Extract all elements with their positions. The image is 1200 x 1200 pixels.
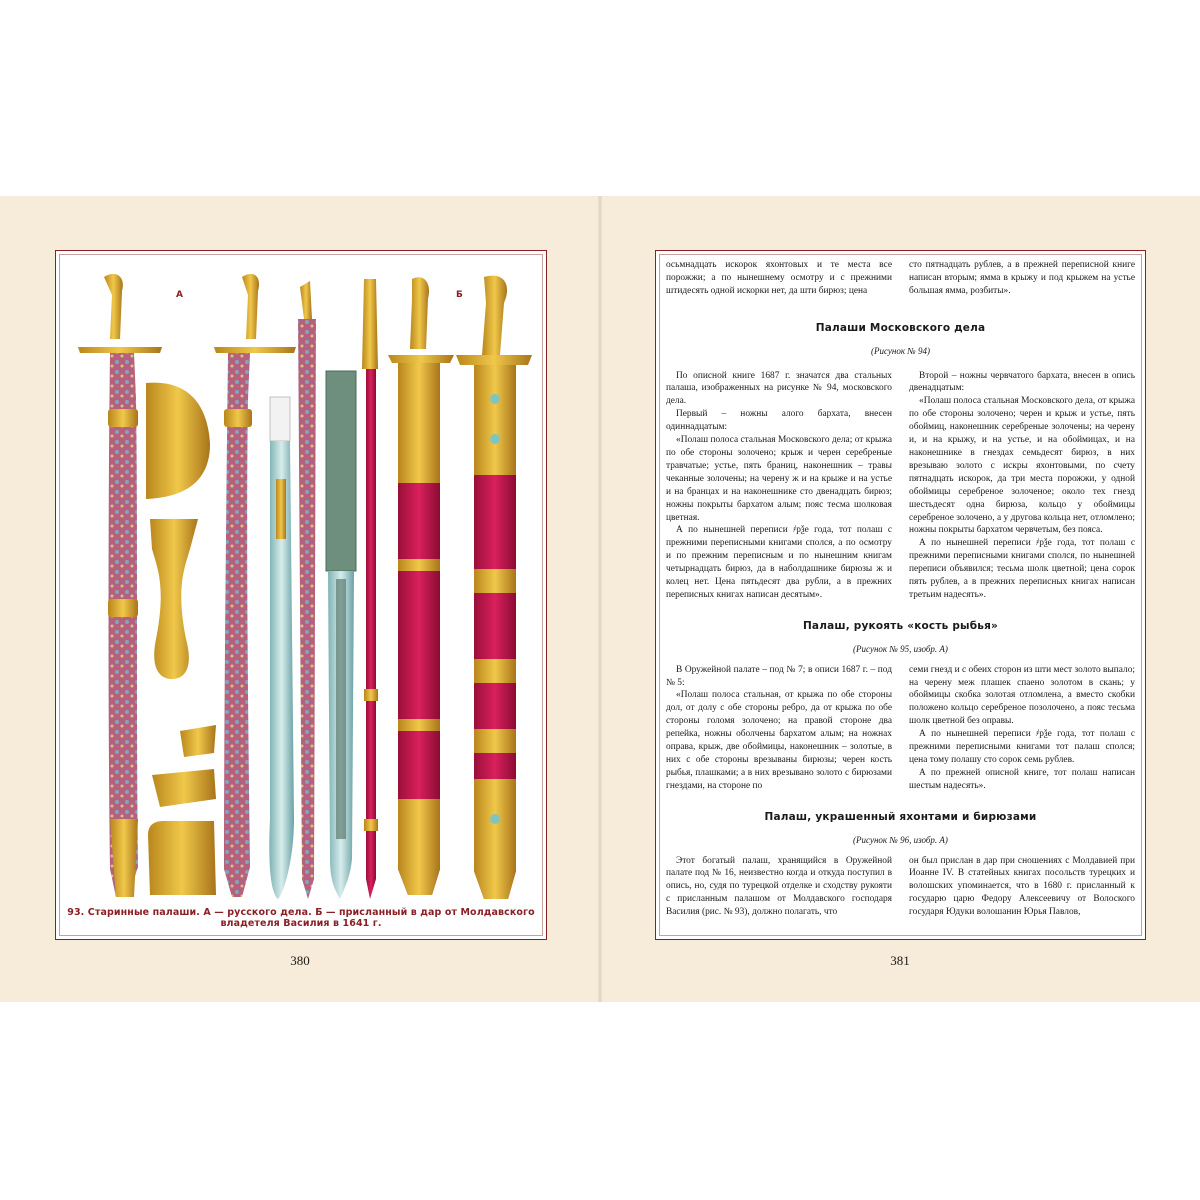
section-3-col-2: [909, 855, 1135, 920]
paragraph: По описной книге 1687 г. значатся два стальных палаша, изображенных на рисунке № 94, московского дела.: [666, 370, 892, 407]
section-1-ref: (Рисунок № 94): [870, 345, 931, 356]
sword-1-brocade: [78, 274, 162, 897]
section-2-ref: (Рисунок № 95, изобр. А): [853, 643, 948, 654]
book-spread: [0, 196, 1200, 1002]
paragraph: он был прислан в дар при сношениях с Молдавией при Иоанне IV. В статейных книгах посольств турецких и волошских упоминается, что в 1680 г. присланный к государю царю Федору Алексеевичу от Волоского государя Юдуки волошанин Юрья Павлов,: [909, 855, 1135, 918]
swords-illustration: [64, 259, 538, 905]
paragraph: семи гнезд и с обеих сторон из шти мест золото выпало; на черену меж плашек спаено золотом в скань; у обоймицы скобка золотая отломлена, а вместо скобки положено кольцо серебреное позолочено, а пояс тесьма шолк цветной без оправы.: [909, 664, 1135, 727]
intro-col-1: [666, 259, 892, 298]
section-2-col-1: [666, 664, 892, 793]
sword-6-crimson: [362, 279, 378, 899]
paragraph: В Оружейной палате – под № 7; в описи 1687 г. – под № 5:: [666, 664, 892, 688]
section-1-col-1: [666, 370, 892, 602]
blade-5-etched: [326, 371, 356, 899]
page-number-right: 381: [890, 953, 910, 968]
paragraph: А по нынешней переписи ҂рѯе года, тот полаш с прежними переписными книгами тот палаш сполся; цена тому полашу сто сорок семь рублев.: [909, 729, 1135, 765]
paragraph: Второй – ножны червчатого бархата, внесен в опись двенадцатым:: [909, 370, 1135, 394]
section-3-col-1: [666, 855, 892, 920]
ornament-pieces: [146, 383, 216, 895]
intro-col2-text: сто пятнадцать рублев, а в прежней переписной книге написан вторым; ямма в крыжу и под крыжем на устье большая ямма, розбиты».: [909, 260, 1135, 296]
letter-a: А: [176, 290, 183, 300]
sword-7-crimson-gold: [388, 277, 454, 895]
blade-4: [298, 281, 316, 899]
paragraph: А по прежней описной книге, тот полаш написан шестым надесять».: [909, 767, 1135, 791]
intro-columns: [666, 259, 1135, 298]
figure-caption: 93. Старинные палаши. А — русского дела. Б — присланный в дар от Молдавского владетеля Василия в 1641 г.: [67, 907, 535, 929]
section-1-col-2: [909, 370, 1135, 602]
right-page-text: [666, 259, 1135, 931]
section-3-columns: [666, 855, 1135, 920]
paragraph: «Полаш полоса стальная Московского дела, от крыжа по обе стороны золочено; черен и крыж и устье, пять обоймиц, наконешник серебреные золочены; на черену и, и на крыжу, и на устье, и на обоймицах, и на наконешнике в гнездах семьдесят бирюз, в них врезываю золото с искры яхонтовыми, по счету пятнадцать искорок, да три местa порожжи, у одной обоймицы серебреное золоченое; около тех гнезд шестьдесят одна бирюза, кольцо у обоймицы серебреное золочено, а у другова кольца нет, отломлено; ножны покрыты бархатом червчетым, без пояса.: [909, 396, 1135, 536]
paragraph: А по нынешней переписи ҂рѯе года, тот полаш с прежними переписными книгами сполся, а по осмотру и по прежним переписным и по нынешним книгам четырнадцать бирюз, да в наболдашнике бирюзы ж и колец нет. Цена пятьдесят два рубли, а в прежних переписных книгах написан десятым».: [666, 525, 892, 600]
section-2-heading: Палаш, рукоять «кость рыбья»: [802, 619, 999, 632]
blade-3: [269, 397, 294, 899]
right-page-frame: [655, 250, 1146, 940]
intro-col1-text: осьмнадцать искорок яхонтовых и те места все порожжи; а по нынешнему осмотру и с прежними штидесять одной искорки нет, да шти бирюз; цена: [666, 260, 892, 296]
paragraph: «Полаш полоса стальная, от крыжа по обе стороны дол, от долу с обе стороны ребро, да от крыжа по обе стороны голомя золочено; на правой стороне два репейка, ножны оболчены бархатом алым; на ножнах оправа, крыж, две обоймицы, наконешник – золотые, в них с обе стороны врезываны бирюзы; черен кость рыбья, плашками; а в них врезывано золото с бирюзами гнездами, на стороне по: [666, 690, 892, 791]
section-2-col-2: [909, 664, 1135, 793]
section-2-columns: [666, 664, 1135, 793]
left-page-frame: [55, 250, 547, 940]
page-number-left: 380: [290, 953, 310, 968]
paragraph: Этот богатый палаш, хранящийся в Оружейной палате под № 16, неизвестно когда и откуда поступил в опись, но, судя по турецкой отделке и сходству рукояти с присланным палашом от Молдавского господаря Василия (рис. № 93), должно полагать, что: [666, 855, 892, 918]
section-3-ref: (Рисунок № 96, изобр. А): [853, 834, 948, 845]
paragraph: «Полаш полоса стальная Московского дела; от крыжа по обе стороны золочено; крыж и черен серебреные травчатые; устье, пять браниц, наконешник – травы чеканные золочены; на черену ж и на крыже и на устье и на бранцах и на наконешнике сто двенадцать бирюз; ножны покрыты бархатом алым; пояс тесма шолковая цветная.: [666, 435, 892, 523]
intro-col-2: [909, 259, 1135, 298]
book-gutter: [598, 196, 602, 1002]
sword-8-jeweled: [456, 276, 532, 899]
paragraph: Первый – ножны алого бархата, внесен одиннадцатым:: [666, 409, 892, 433]
section-1-heading: Палаши Московского дела: [815, 321, 986, 334]
section-1-columns: [666, 370, 1135, 602]
letter-b: Б: [456, 290, 463, 300]
paragraph: А по нынешней переписи ҂рѯе года, тот полаш с прежними переписными книгами сполся, по нынешней переписи объявился; тесьма шолк цветной; цена сорок пять рублев, а в прежних переписных книгах написан третьим надесять».: [909, 538, 1135, 600]
section-3-heading: Палаш, украшенный яхонтами и бирюзами: [764, 810, 1037, 823]
